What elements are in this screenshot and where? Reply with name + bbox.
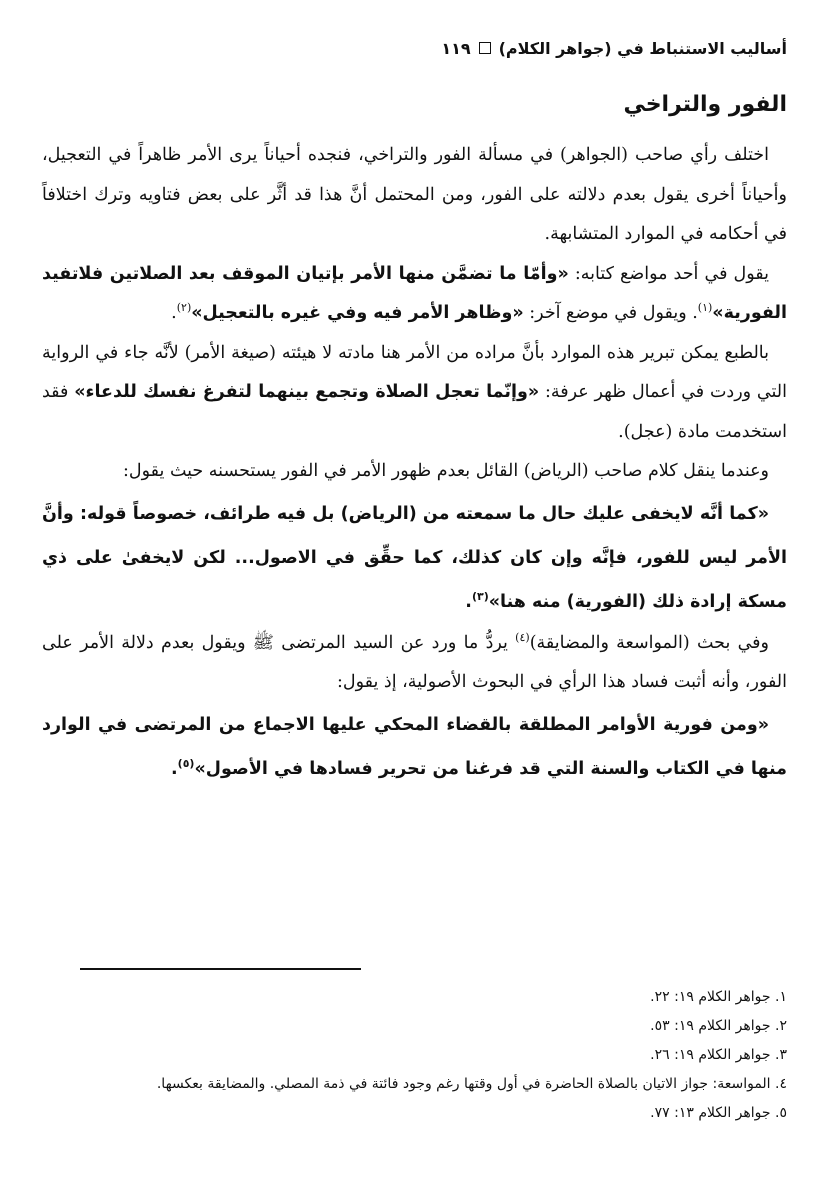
paragraph-2-intro: يقول في أحد مواضع كتابه: xyxy=(568,263,769,284)
footnote-ref-1[interactable]: (١) xyxy=(697,301,713,315)
footnote-ref-3[interactable]: (٣) xyxy=(471,589,489,603)
footnote-3: ٣. جواهر الكلام ١٩: ٢٦. xyxy=(650,1047,787,1063)
footnote-4: ٤. المواسعة: جواز الاتيان بالصلاة الحاضرة في أول وقتها رغم وجود فائتة في ذمة المصلي. والمضايقة بعكسها. xyxy=(156,1076,787,1092)
page-number: ١١٩ xyxy=(441,38,471,58)
paragraph-5 xyxy=(42,624,787,703)
paragraph-1: اختلف رأي صاحب (الجواهر) في مسألة الفور والتراخي، فنجده أحياناً يرى الأمر ظاهراً في التعجيل، وأحياناً أخرى يقول بعدم دلالته على الفور، ومن المحتمل أنَّ هذا قد أثَّر على بعض فتاويه وترك اختلافاً في أحكامه في الموارد المتشابهة. xyxy=(42,145,787,244)
footnote-ref-2[interactable]: (٢) xyxy=(176,301,192,315)
footnote-5: ٥. جواهر الكلام ١٣: ٧٧. xyxy=(650,1105,787,1121)
body-text xyxy=(42,136,787,791)
footnote-divider xyxy=(80,968,361,970)
block-quote-2-end: . xyxy=(171,758,178,779)
paragraph-5-intro: وفي بحث (المواسعة والمضايقة) xyxy=(529,632,769,653)
block-quote-2-text: «ومن فورية الأوامر المطلقة بالقضاء المحكي عليها الاجماع من المرتضى في الوارد منها في الكتاب والسنة التي قد فرغنا من تحرير فسادها في الأصول» xyxy=(42,714,787,779)
paragraph-3-end: فقد استخدمت مادة (عجل). xyxy=(42,382,787,442)
inline-quote-3: «وإنّما تعجل الصلاة وتجمع بينهما لتفرغ نفسك للدعاء» xyxy=(74,382,540,402)
separator-box-icon xyxy=(479,42,491,54)
footnote-ref-5[interactable]: (٥) xyxy=(177,756,195,770)
paragraph-2-mid: . ويقول في موضع آخر: xyxy=(523,303,698,323)
header-title: أساليب الاستنباط في (جواهر الكلام) xyxy=(498,38,787,58)
footnote-ref-4[interactable]: (٤) xyxy=(515,630,530,644)
paragraph-4: وعندما ينقل كلام صاحب (الرياض) القائل بعدم ظهور الأمر في الفور يستحسنه حيث يقول: xyxy=(123,461,769,481)
paragraph-2 xyxy=(42,255,787,334)
footnote-2: ٢. جواهر الكلام ١٩: ٥٣. xyxy=(650,1018,787,1034)
paragraph-2-end: . xyxy=(171,303,177,323)
paragraph-5-rest: يردُّ ما ورد عن السيد المرتضى ﷺ ويقول بعدم دلالة الأمر على الفور، وأنه أثبت فساد هذا الرأي في البحوث الأصولية، إذ يقول: xyxy=(42,632,787,692)
section-title: الفور والتراخي xyxy=(623,92,787,117)
block-quote-1-end: . xyxy=(465,591,472,612)
inline-quote-1: «وأمّا ما تضمَّن منها الأمر بإتيان الموقف بعد الصلاتين فلاتفيد الفورية» xyxy=(42,263,787,323)
block-quote-2 xyxy=(42,703,787,791)
footnotes-list xyxy=(42,983,787,1128)
running-header xyxy=(35,36,787,60)
block-quote-1 xyxy=(42,492,787,624)
block-quote-1-text: «كما أنَّه لايخفى عليك حال ما سمعته من (الرياض) بل فيه طرائف، خصوصاً قوله: وأنَّ الأمر ليس للفور، فإنَّه وإن كان كذلك، كما حقِّق في الاصول... لكن لايخفىٰ على ذي مسكة إرادة ذلك (الفورية) منه هنا» xyxy=(42,503,787,612)
inline-quote-2: «وظاهر الأمر فيه وفي غيره بالتعجيل» xyxy=(191,303,524,323)
paragraph-3 xyxy=(42,334,787,453)
footnote-1: ١. جواهر الكلام ١٩: ٢٢. xyxy=(650,989,787,1005)
paragraph-3-intro: بالطبع يمكن تبرير هذه الموارد بأنَّ مراده من الأمر هنا مادته لا هيئته (صيغة الأمر) لأنَّه جاء في الرواية التي وردت في أعمال ظهر عرفة: xyxy=(42,342,787,402)
